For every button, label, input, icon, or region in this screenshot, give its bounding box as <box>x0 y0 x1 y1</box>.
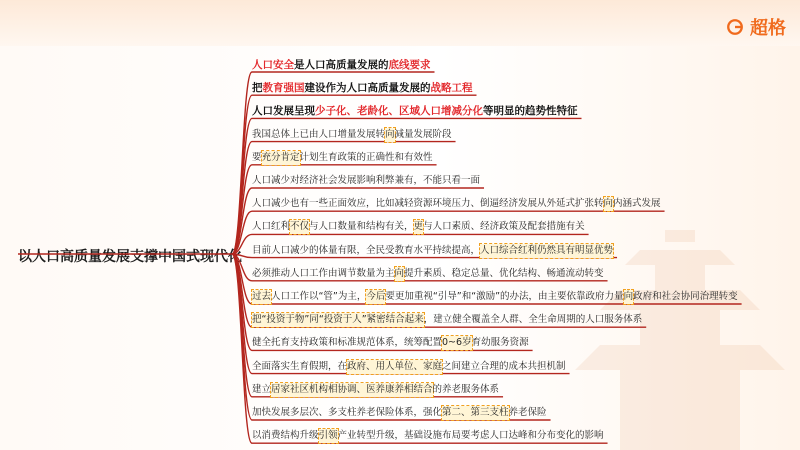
branch-item-5 <box>252 148 433 165</box>
branch-item-16-text-1: 加快发展多层次、多支柱养老保险体系，强化 <box>252 407 443 418</box>
branch-item-7-text-1: 人口减少也有一些正面效应，比如减轻资源环境压力、倒逼经济发展从外延式扩张转 <box>252 198 604 210</box>
branch-item-9-text-2: 人口综合红利仍然具有明显优势 <box>480 244 614 256</box>
branch-item-11-text-6: 政府和社会协同治理转变 <box>633 291 738 302</box>
branch-item-10-text-1: 必须推动人口工作由调节数量为主 <box>252 267 395 279</box>
branch-item-11 <box>252 287 738 304</box>
branch-item-4-text-1: 我国总体上已由人口增量发展转 <box>252 128 386 140</box>
branch-item-13-text-2: 0~6岁 <box>442 337 472 349</box>
branch-item-13-text-3: 育幼服务资源 <box>471 337 529 349</box>
branch-item-8-text-5: 与人口素质、经济政策及配套措施有关 <box>423 221 585 233</box>
branch-item-4 <box>252 125 452 142</box>
branch-item-13-text-1: 健全托育支持政策和标准规范体系，统筹配置 <box>252 337 443 349</box>
branch-item-14 <box>252 357 566 374</box>
branch-item-16-text-2: 第二、第三支柱 <box>442 407 509 418</box>
branch-item-17-text-2: 引领 <box>318 430 338 442</box>
branch-item-16-text-3: 养老保险 <box>508 407 547 418</box>
branch-item-3 <box>252 101 578 118</box>
branch-item-7-text-2: 向 <box>603 198 614 210</box>
branch-item-15 <box>252 380 499 397</box>
branch-item-1-text-1: 人口安全 <box>252 59 294 71</box>
branch-item-4-text-2: 向 <box>385 128 395 140</box>
branch-item-8-text-4: 更 <box>413 221 424 233</box>
branch-item-12 <box>252 310 642 327</box>
brand-name: 超格 <box>750 18 786 39</box>
branch-item-5-text-3: 计划生育政策的正确性和有效性 <box>299 151 433 163</box>
branch-item-2-text-4: 战略工程 <box>430 82 473 95</box>
branch-item-15-text-1: 建立 <box>252 383 272 395</box>
branch-item-2-text-1: 把 <box>252 82 263 95</box>
branch-item-12-text-2: ，建立健全覆盖全人群、全生命周期的人口服务体系 <box>423 314 643 326</box>
branch-item-16 <box>252 403 547 420</box>
branch-item-2-text-3: 建设作为人口高质量发展的 <box>304 82 431 95</box>
branch-item-15-text-2: 居家社区机构相协调、医养康养相结合 <box>271 383 433 395</box>
branch-item-5-text-2: 充分肯定 <box>261 151 300 163</box>
branch-item-10 <box>252 264 604 281</box>
branch-item-7-text-3: 内涵式发展 <box>613 198 661 210</box>
branch-item-3-text-1: 人口发展呈现 <box>252 105 315 118</box>
branch-item-9 <box>252 241 613 258</box>
center-topic: 以人口高质量发展支撑中国式现代化 <box>18 249 242 265</box>
branch-item-5-text-1: 要 <box>252 151 262 163</box>
branch-item-3-text-3: 等明显的趋势性特征 <box>483 105 578 118</box>
branch-item-17 <box>252 426 604 443</box>
branch-item-8-text-3: 与人口数量和结构有关， <box>309 221 414 233</box>
branch-item-1 <box>252 55 431 72</box>
branch-item-2-text-2: 教育强国 <box>262 82 305 95</box>
branch-item-4-text-3: 减量发展阶段 <box>394 128 452 140</box>
branch-item-11-text-1: 过去 <box>252 291 272 302</box>
branch-item-8-text-1: 人口红利 <box>252 221 291 233</box>
branch-item-6 <box>252 171 480 188</box>
branch-item-11-text-4: 要更加重视“引导”和“激励”的办法，由主要依靠政府力量 <box>385 291 624 302</box>
branch-item-10-text-2: 向 <box>394 267 405 279</box>
branch-item-2 <box>252 78 473 95</box>
branch-item-8-text-2: 不仅 <box>290 221 310 233</box>
branch-item-11-text-5: 向 <box>623 291 634 302</box>
branch-item-7 <box>252 194 661 211</box>
branch-item-10-text-3: 提升素质、稳定总量、优化结构、畅通流动转变 <box>404 267 604 279</box>
branch-item-14-text-3: 之间建立合理的成本共担机制 <box>442 360 566 372</box>
branch-item-1-text-2: 是人口高质量发展的 <box>294 59 389 71</box>
branch-item-17-text-1: 以消费结构升级 <box>252 430 319 442</box>
branch-item-14-text-1: 全面落实生育假期，在 <box>252 360 348 372</box>
branch-item-11-text-2: 人口工作以“管”为主， <box>271 291 367 302</box>
branch-item-14-text-2: 政府、用人单位、家庭 <box>347 360 443 372</box>
branch-item-11-text-3: 今后 <box>366 291 386 302</box>
branch-item-6-text-1: 人口减少对经济社会发展影响利弊兼有，不能只看一面 <box>252 175 481 186</box>
branch-item-1-text-3: 底线要求 <box>388 59 431 71</box>
branch-item-13 <box>252 333 529 350</box>
branch-item-15-text-3: 的养老服务体系 <box>432 383 500 395</box>
branch-item-12-text-1: 把“投资于物”同“投资于人”紧密结合起来 <box>252 314 424 326</box>
branch-item-8 <box>252 217 585 234</box>
branch-item-3-text-2: 少子化、老龄化、区域人口增减分化 <box>315 105 483 118</box>
branch-item-17-text-3: 产业转型升级，基础设施布局要考虑人口达峰和分布变化的影响 <box>337 430 604 442</box>
branch-item-9-text-1: 目前人口减少的体量有限，全民受教育水平持续提高， <box>252 244 481 256</box>
